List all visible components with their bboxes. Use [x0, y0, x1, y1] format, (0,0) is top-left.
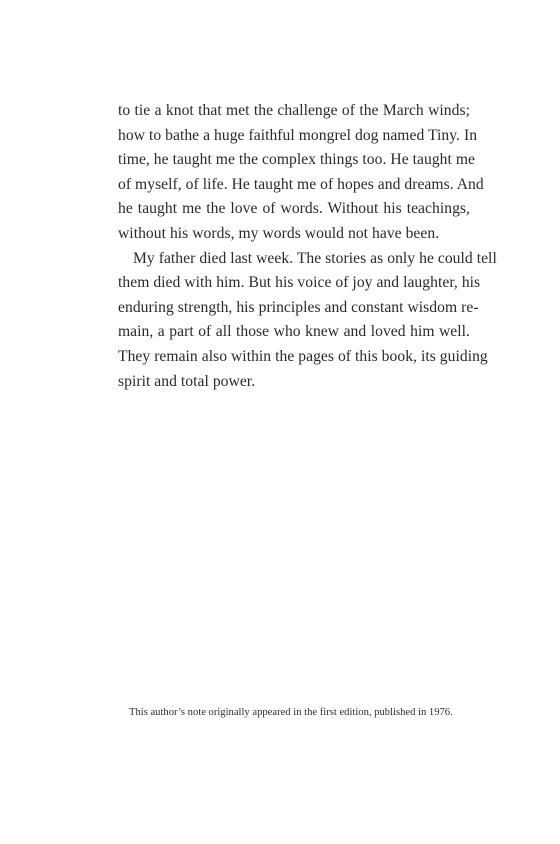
text-line: They remain also within the pages of this book, its guiding [118, 347, 488, 365]
text-line: to tie a knot that met the challenge of the March winds; [118, 102, 470, 119]
text-line: them died with him. But his voice of joy and laughter, his [118, 274, 481, 292]
text-line: enduring strength, his principles and constant wisdom re- [118, 298, 479, 316]
text-line: how to bathe a huge faithful mongrel dog named Tiny. In [118, 126, 478, 144]
text-line: without his words, my words would not have been. [118, 224, 440, 242]
text-line: of myself, of life. He taught me of hopes and dreams. And [118, 175, 484, 193]
text-line: My father died last week. The stories as only he could tell [133, 249, 497, 267]
text-line: spirit and total power. [118, 372, 256, 390]
text-line: he taught me the love of words. Without his teachings, [118, 200, 470, 218]
text-line: time, he taught me the complex things too. He taught me [118, 151, 475, 169]
body-text [118, 99, 497, 394]
footnote: This author’s note originally appeared in the first edition, published in 1976. [129, 707, 453, 718]
text-line: main, a part of all those who knew and loved him well. [118, 323, 470, 341]
